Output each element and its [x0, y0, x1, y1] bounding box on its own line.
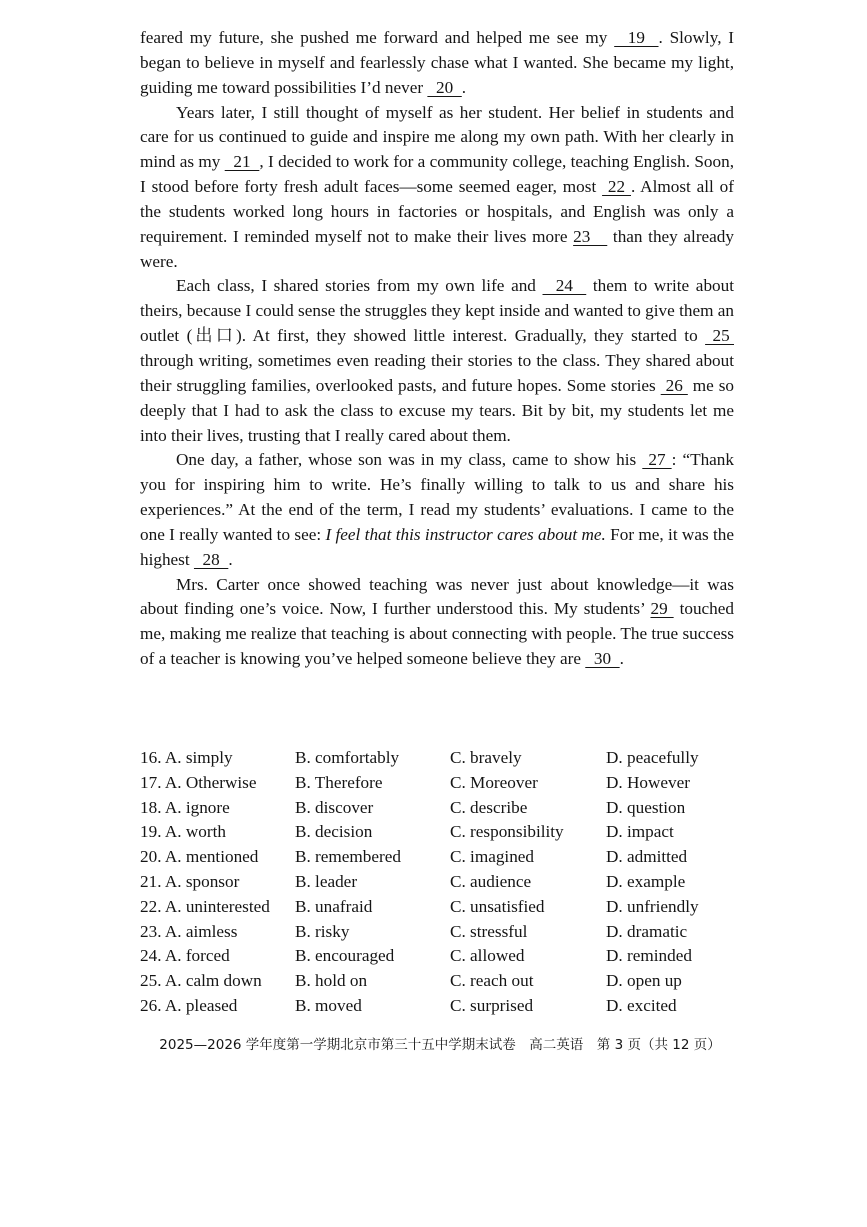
blank-21: 21 — [224, 152, 260, 172]
option-d: D. admitted — [606, 847, 688, 867]
option-d: D. However — [606, 772, 690, 792]
option-a: 24. A. forced — [140, 946, 230, 966]
option-b: B. decision — [295, 822, 373, 842]
option-b: B. discover — [295, 797, 374, 817]
option-c: C. Moreover — [450, 772, 538, 792]
page-footer: 2025—2026 学年度第一学期北京市第三十五中学期末试卷 高二英语 第 3 页（共 12 页） — [159, 1037, 721, 1053]
option-a: 20. A. mentioned — [140, 847, 259, 867]
blank-30: 30 — [585, 649, 620, 669]
text: For me, it was the highest — [140, 524, 735, 569]
text: . — [461, 77, 467, 97]
option-d: D. peacefully — [606, 748, 699, 767]
option-d: D. open up — [606, 971, 682, 991]
text: through writing, sometimes even reading their stories to the class. They shared about their struggling families, overlooked pasts, and future hopes. Some stories — [140, 350, 734, 395]
text: me so deeply that I had to ask the class to excuse my tears. Bit by bit, my students let me into their lives, trusting that I really cared about them. — [140, 375, 735, 445]
blank-20: 20 — [427, 77, 462, 97]
blank-26: 26 — [660, 375, 688, 395]
text: . Slowly, I began to believe in myself and fearlessly chase what I wanted. She became my light, guiding me toward possibilities I’d never — [140, 28, 734, 97]
option-b: B. comfortably — [295, 748, 400, 767]
paragraph-3 — [140, 274, 734, 448]
option-c: C. describe — [450, 797, 528, 817]
option-a: 23. A. aimless — [140, 921, 238, 941]
paragraph-4 — [140, 448, 734, 572]
blank-29: 29 — [650, 599, 674, 619]
paragraph-2 — [140, 101, 734, 275]
option-c: C. bravely — [450, 748, 522, 767]
question-24-options — [140, 944, 740, 969]
text: . — [228, 549, 233, 569]
option-d: D. example — [606, 871, 686, 891]
option-c: C. reach out — [450, 971, 534, 991]
blank-27: 27 — [642, 450, 672, 470]
answer-options — [140, 746, 740, 1019]
text: touched me, making me realize that teaching is about connecting with people. The true success of a teacher is knowing you’ve helped someone believe they are — [140, 599, 734, 669]
question-23-options — [140, 920, 740, 945]
option-a: 22. A. uninterested — [140, 896, 270, 916]
option-a: 26. A. pleased — [140, 995, 238, 1015]
option-d: D. excited — [606, 995, 677, 1015]
option-d: D. reminded — [606, 946, 692, 966]
option-c: C. audience — [450, 871, 532, 891]
paragraph-5 — [140, 573, 734, 672]
option-c: C. responsibility — [450, 822, 564, 842]
blank-24: 24 — [542, 276, 587, 296]
cloze-passage — [140, 26, 734, 672]
option-a: 19. A. worth — [140, 822, 226, 842]
text: than they already were. — [140, 226, 734, 271]
paragraph-1 — [140, 26, 734, 101]
option-d: D. dramatic — [606, 921, 688, 941]
option-c: C. allowed — [450, 946, 525, 966]
option-a: 25. A. calm down — [140, 971, 262, 991]
question-26-options — [140, 994, 740, 1019]
option-a: 21. A. sponsor — [140, 871, 240, 891]
text: One day, a father, whose son was in my class, came to show his — [176, 450, 643, 470]
option-c: C. surprised — [450, 995, 534, 1015]
option-b: B. unafraid — [295, 896, 373, 916]
blank-25: 25 — [705, 326, 734, 346]
option-c: C. imagined — [450, 847, 535, 867]
question-19-options — [140, 820, 740, 845]
option-d: D. unfriendly — [606, 896, 699, 916]
blank-19: 19 — [614, 28, 659, 47]
option-c: C. stressful — [450, 921, 528, 941]
option-c: C. unsatisfied — [450, 896, 545, 916]
text: : “Thank you for inspiring him to write. He’s finally willing to talk to us and share his experiences.” At the end of the term, I read my students’ evaluations. I came to the one I really wanted to see: — [140, 450, 734, 544]
option-b: B. remembered — [295, 847, 401, 867]
option-b: B. risky — [295, 921, 350, 941]
blank-22: 22 — [602, 177, 631, 197]
option-a: 17. A. Otherwise — [140, 772, 257, 792]
text: feared my future, she pushed me forward and helped me see my — [140, 28, 615, 47]
option-a: 18. A. ignore — [140, 797, 230, 817]
question-20-options — [140, 845, 740, 870]
option-a: 16. A. simply — [140, 748, 233, 767]
option-b: B. moved — [295, 995, 362, 1015]
question-18-options — [140, 796, 740, 821]
option-b: B. leader — [295, 871, 358, 891]
blank-23: 23 — [573, 226, 608, 246]
text: Mrs. Carter once showed teaching was never just about knowledge—it was about finding one’s voice. Now, I further understood this. My students’ — [140, 574, 734, 619]
question-16-options — [140, 746, 740, 771]
option-b: B. encouraged — [295, 946, 395, 966]
text: , I decided to work for a community college, teaching English. Soon, I stood before forty fresh adult faces—some seemed eager, most — [140, 152, 734, 197]
italic-quote: I feel that this instructor cares about me. — [325, 524, 606, 544]
text: Each class, I shared stories from my own life and — [176, 276, 543, 296]
question-17-options — [140, 771, 740, 796]
text: them to write about theirs, because I could sense the struggles they kept inside and wanted to give them an outlet (出口). At first, they showed little interest. Gradually, they started to — [140, 276, 734, 346]
text: . Almost all of the students worked long hours in factories or hospitals, and English was only a requirement. I reminded myself not to make their lives more — [140, 177, 735, 246]
option-d: D. impact — [606, 822, 674, 842]
question-25-options — [140, 969, 740, 994]
option-b: B. Therefore — [295, 772, 383, 792]
option-d: D. question — [606, 797, 686, 817]
question-21-options — [140, 870, 740, 895]
question-22-options — [140, 895, 740, 920]
text: . — [619, 649, 624, 669]
blank-28: 28 — [193, 549, 229, 569]
option-b: B. hold on — [295, 971, 368, 991]
text: Years later, I still thought of myself as her student. Her belief in students and care for us continued to guide and inspire me along my own path. With her clearly in mind as my — [140, 102, 734, 172]
